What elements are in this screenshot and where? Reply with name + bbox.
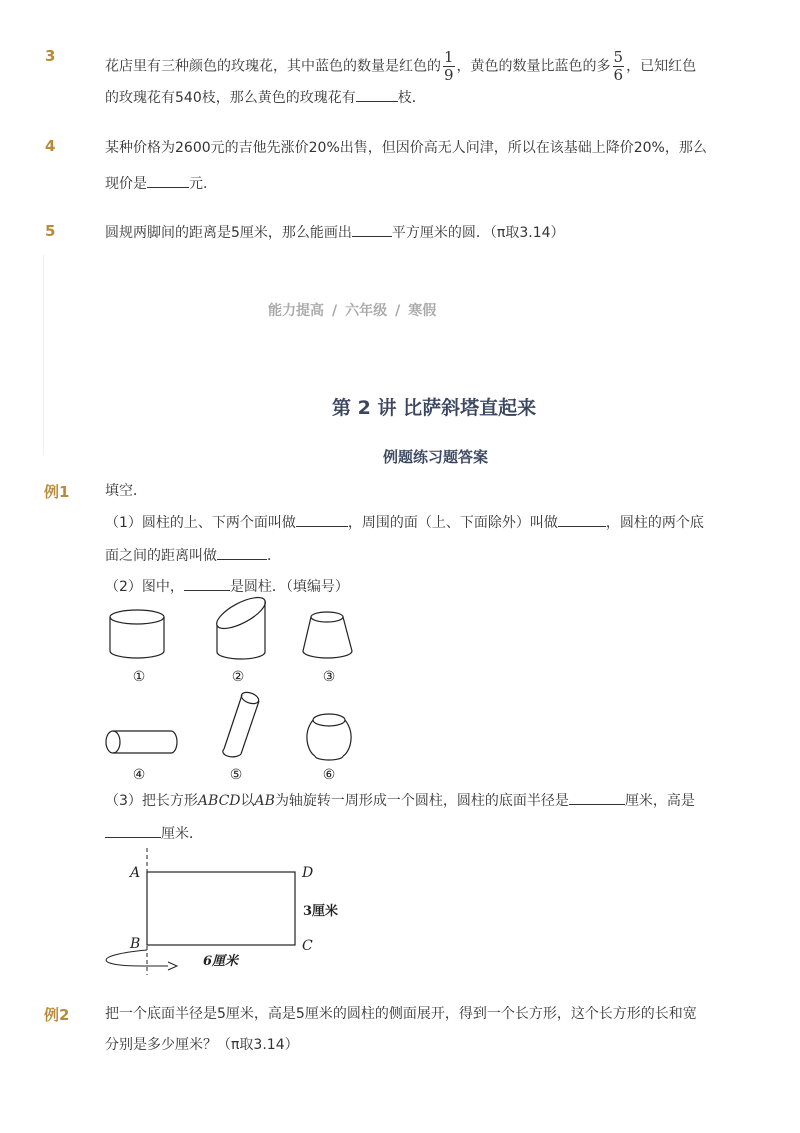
problem-4-text-b: 元． (189, 176, 217, 192)
vertex-b: B (130, 936, 141, 952)
shape-label-2: ② (231, 669, 245, 685)
problem-3-text-b: ，黄色的数量比蓝色的多 (456, 58, 611, 75)
shape-label-3: ③ (322, 669, 336, 685)
breadcrumb-separator: / (332, 303, 338, 319)
q1-text-a: （1）圆柱的上、下两个面叫做 (105, 515, 296, 531)
problem-number-5: 5 (45, 222, 56, 240)
fraction-numerator: 1 (444, 48, 454, 66)
breadcrumb-separator: / (395, 303, 401, 319)
q2-text-a: （2）图中， (105, 579, 184, 595)
vertex-a: A (130, 865, 141, 881)
fraction-denominator: 6 (613, 66, 624, 84)
problem-3-text-d: 的玫瑰花有540枝，那么黄色的玫瑰花有 (105, 90, 356, 106)
problem-4-line-1: 某种价格为2600元的吉他先涨价20%出售，但因价高无人问津，所以在该基础上降价20%，那么 (105, 140, 707, 156)
vertex-d: D (302, 865, 314, 881)
example-2-label: 例2 (44, 1006, 70, 1024)
rectangle-abcd (147, 872, 295, 945)
example-1-intro: 填空． (105, 483, 147, 499)
q1-text-b: ，周围的面（上、下面除外）叫做 (347, 515, 558, 531)
q3-text-a: （3）把长方形 (105, 793, 198, 809)
problem-5-text-a: 圆规两脚间的距离是5厘米，那么能画出 (105, 225, 352, 241)
q3-text-e: 厘米． (161, 826, 203, 842)
example-2-line-2: 分别是多少厘米？（π取3.14） (105, 1037, 299, 1053)
problem-4-text-a: 现价是 (105, 176, 147, 192)
q3-text-c: 为轴旋转一周形成一个圆柱，圆柱的底面半径是 (274, 793, 569, 809)
q1-text-c: ，圆柱的两个底 (605, 515, 704, 531)
rotation-arrow (106, 950, 168, 966)
q3-axis-name: AB (254, 793, 275, 809)
breadcrumb-item: 寒假 (408, 303, 437, 319)
breadcrumb-item: 六年级 (345, 303, 388, 319)
q3-rect-name: ABCD (197, 793, 241, 809)
bottom-length-label: 6厘米 (203, 954, 239, 969)
problem-3-text-a: 花店里有三种颜色的玫瑰花，其中蓝色的数量是红色的 (105, 58, 441, 75)
problem-number-4: 4 (45, 137, 56, 155)
q3-text-d: 厘米，高是 (624, 793, 695, 809)
shape-label-4: ④ (132, 767, 146, 783)
problem-3-text-e: 枝． (397, 90, 426, 106)
example-1-label: 例1 (44, 483, 70, 501)
shape-label-5: ⑤ (229, 767, 243, 783)
q3-text-b: 以 (240, 793, 255, 809)
fraction-denominator: 9 (444, 66, 454, 84)
vertex-c: C (302, 938, 313, 954)
side-length-label: 3厘米 (303, 904, 339, 919)
q1-text-d: 面之间的距离叫做 (105, 548, 217, 564)
section-subtitle: 例题练习题答案 (383, 448, 489, 466)
lecture-title: 第 2 讲 比萨斜塔直起来 (332, 397, 537, 419)
example-2-line-1: 把一个底面半径是5厘米，高是5厘米的圆柱的侧面展开，得到一个长方形，这个长方形的长和宽 (105, 1006, 697, 1022)
shape-label-6: ⑥ (322, 767, 336, 783)
problem-number-3: 3 (45, 47, 56, 65)
arrow-head-icon (168, 962, 177, 970)
fraction-numerator: 5 (613, 48, 624, 66)
breadcrumb-item: 能力提高 (268, 303, 324, 319)
problem-3-text-c: ，已知红色 (626, 58, 697, 75)
q1-text-e: ． (267, 548, 281, 564)
problem-5-text-b: 平方厘米的圆．（π取3.14） (391, 225, 565, 241)
q2-text-b: 是圆柱．（填编号） (229, 579, 349, 595)
shape-label-1: ① (132, 669, 146, 685)
